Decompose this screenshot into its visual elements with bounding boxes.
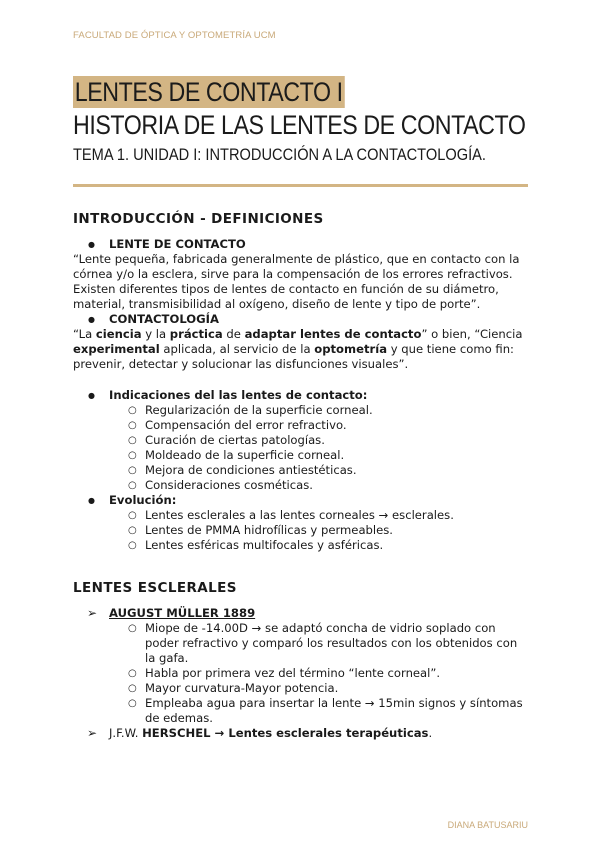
term-lente-de-contacto: ● LENTE DE CONTACTO (73, 237, 533, 252)
indicacion-item: ○ Regularización de la superficie corneal. (73, 403, 533, 418)
contactologia-definition: prevenir, detectar y solucionar las disfunciones visuales”. (73, 357, 409, 371)
muller-item: ○ Miope de -14.00D → se adaptó concha de vidrio soplado con poder refractivo y comparó los resultados con los obtenidos con la gafa. (73, 621, 533, 666)
section-heading-introduccion: INTRODUCCIÓN - DEFINICIONES (73, 211, 324, 227)
esclerales-list (73, 606, 533, 741)
definitions-list (73, 237, 533, 252)
muller-entry: ➢ AUGUST MÜLLER 1889 (87, 606, 256, 620)
title-divider (73, 184, 528, 187)
lente-definition-line: córnea y/o la esclera, sirve para la compensación de los errores refractivos. (73, 267, 513, 281)
indicaciones-label: ● Indicaciones del las lentes de contacto: (73, 388, 533, 403)
arrow-bullet-icon: ➢ (87, 606, 98, 620)
faculty-header: FACULTAD DE ÓPTICA Y OPTOMETRÍA UCM (73, 30, 276, 41)
indicacion-item: ○ Moldeado de la superficie corneal. (73, 448, 533, 463)
contactologia-definition: “La ciencia y la práctica de adaptar lentes de contacto” o bien, “Ciencia (73, 327, 523, 341)
course-title: LENTES DE CONTACTO I (74, 77, 343, 107)
section-heading-esclerales: LENTES ESCLERALES (73, 580, 237, 596)
herschel-entry: ➢ J.F.W. HERSCHEL → Lentes esclerales terapéuticas. (87, 726, 433, 740)
evolucion-item: ○ Lentes esclerales a las lentes corneales → esclerales. (73, 508, 533, 523)
muller-item: ○ Mayor curvatura-Mayor potencia. (73, 681, 533, 696)
contactologia-definition: experimental aplicada, al servicio de la optometría y que tiene como fin: (73, 342, 514, 356)
muller-item: ○ Habla por primera vez del término “lente corneal”. (73, 666, 533, 681)
lente-definition-line: “Lente pequeña, fabricada generalmente de plástico, que en contacto con la (73, 252, 520, 266)
lente-definition-line: material, transmisibilidad al oxígeno, diseño de lente y tipo de porte”. (73, 297, 481, 311)
lente-definition-line: Existen diferentes tipos de lentes de contacto en función de su diámetro, (73, 282, 499, 296)
document-body (73, 210, 533, 741)
indicaciones-list (73, 388, 533, 553)
indicacion-item: ○ Mejora de condiciones antiestéticas. (73, 463, 533, 478)
muller-item: ○ Empleaba agua para insertar la lente → 15min signos y síntomas de edemas. (73, 696, 533, 726)
author-footer: DIANA BATUSARIU (447, 820, 528, 830)
indicacion-item: ○ Compensación del error refractivo. (73, 418, 533, 433)
indicacion-item: ○ Consideraciones cosméticas. (73, 478, 533, 493)
topic-subtitle: TEMA 1. UNIDAD I: INTRODUCCIÓN A LA CONTACTOLOGÍA. (73, 145, 486, 164)
document-title: HISTORIA DE LAS LENTES DE CONTACTO (73, 110, 526, 140)
indicacion-item: ○ Curación de ciertas patologías. (73, 433, 533, 448)
evolucion-item: ○ Lentes de PMMA hidrofílicas y permeables. (73, 523, 533, 538)
evolucion-item: ○ Lentes esféricas multifocales y asféricas. (73, 538, 533, 553)
term-contactologia: ● CONTACTOLOGÍA (73, 312, 533, 327)
title-block (73, 76, 533, 166)
arrow-bullet-icon: ➢ (87, 726, 98, 740)
definitions-list-2 (73, 312, 533, 327)
evolucion-label: ● Evolución: (73, 493, 533, 508)
